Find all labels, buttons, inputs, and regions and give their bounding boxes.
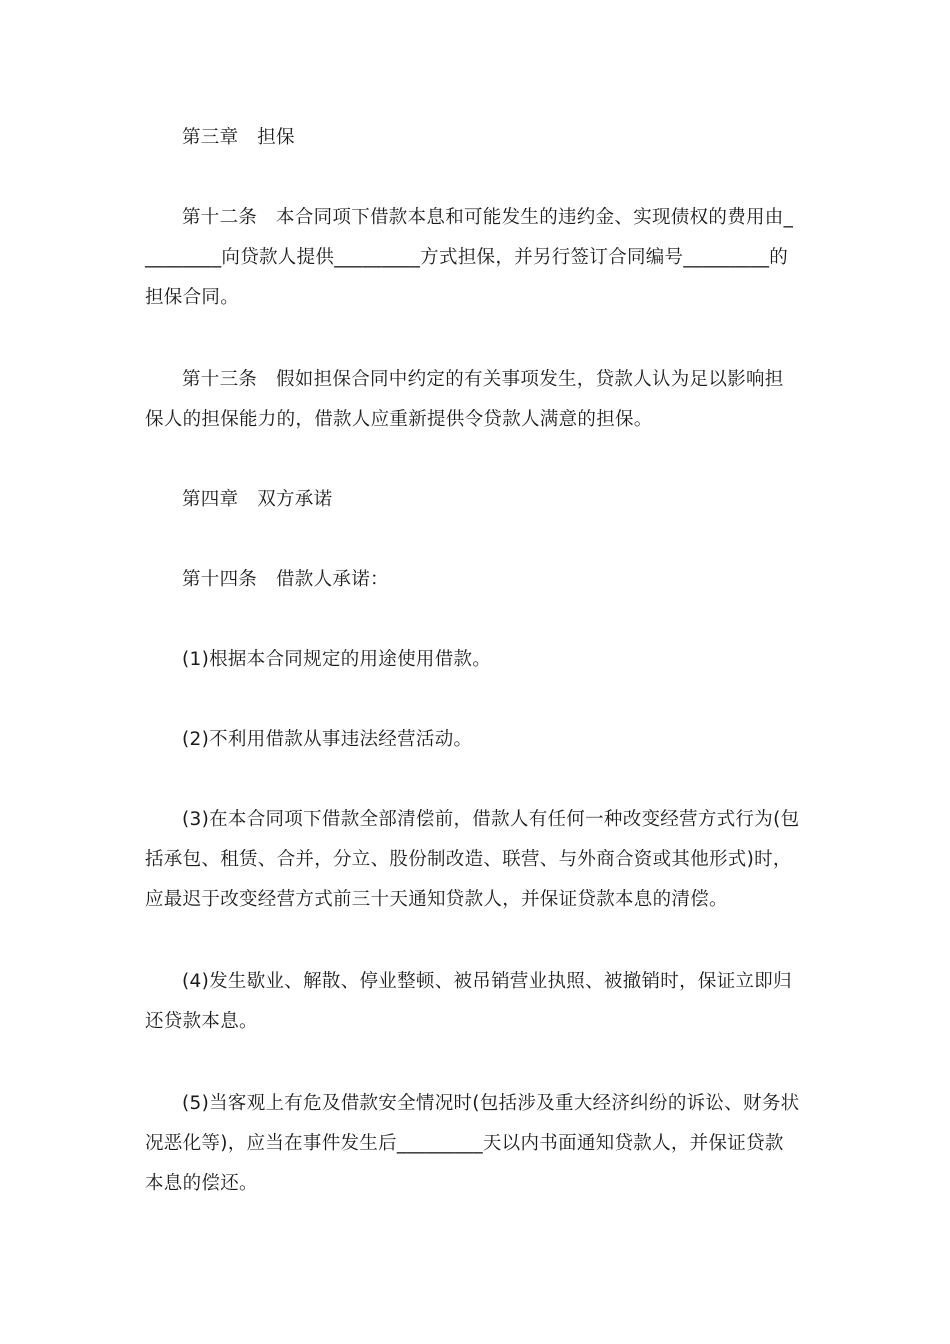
- list-item: [145, 720, 805, 760]
- text-line: 本息的偿还。: [145, 1173, 258, 1194]
- text-line: (2)不利用借款从事违法经营活动。: [182, 729, 473, 750]
- text-line: 第四章 双方承诺: [182, 489, 333, 510]
- text-line: 括承包、租赁、合并，分立、股份制改造、联营、与外商合资或其他形式)时，: [145, 849, 792, 870]
- text-line: (5)当客观上有危及借款安全情况时(包括涉及重大经济纠纷的诉讼、财务状: [182, 1093, 800, 1114]
- list-item: [145, 640, 805, 680]
- text-line: 保人的担保能力的，借款人应重新提供令贷款人满意的担保。: [145, 409, 653, 430]
- chapter-heading: [145, 480, 805, 520]
- text-line: (3)在本合同项下借款全部清偿前，借款人有任何一种改变经营方式行为(包: [182, 809, 800, 830]
- list-item: [145, 1084, 805, 1204]
- text-line: 第十三条 假如担保合同中约定的有关事项发生，贷款人认为足以影响担: [182, 369, 784, 390]
- text-line: (4)发生歇业、解散、停业整顿、被吊销营业执照、被撤销时，保证立即归: [182, 971, 792, 992]
- text-line: 应最迟于改变经营方式前三十天通知贷款人，并保证贷款本息的清偿。: [145, 889, 728, 910]
- article-paragraph: [145, 360, 805, 440]
- text-line: 还贷款本息。: [145, 1011, 258, 1032]
- chapter-heading: [145, 118, 805, 158]
- text-line: (1)根据本合同规定的用途使用借款。: [182, 649, 492, 670]
- list-item: [145, 962, 805, 1042]
- text-line: 第十四条 借款人承诺：: [182, 569, 389, 590]
- text-line: 担保合同。: [145, 287, 240, 308]
- article-paragraph: [145, 560, 805, 600]
- text-line: ________向贷款人提供_________方式担保，并另行签订合同编号_________的: [145, 247, 789, 268]
- text-line: 第十二条 本合同项下借款本息和可能发生的违约金、实现债权的费用由_: [182, 207, 794, 228]
- list-item: [145, 800, 805, 920]
- article-paragraph: [145, 198, 805, 318]
- text-line: 第三章 担保: [182, 127, 295, 148]
- text-line: 况恶化等)，应当在事件发生后_________天以内书面通知贷款人，并保证贷款: [145, 1133, 784, 1154]
